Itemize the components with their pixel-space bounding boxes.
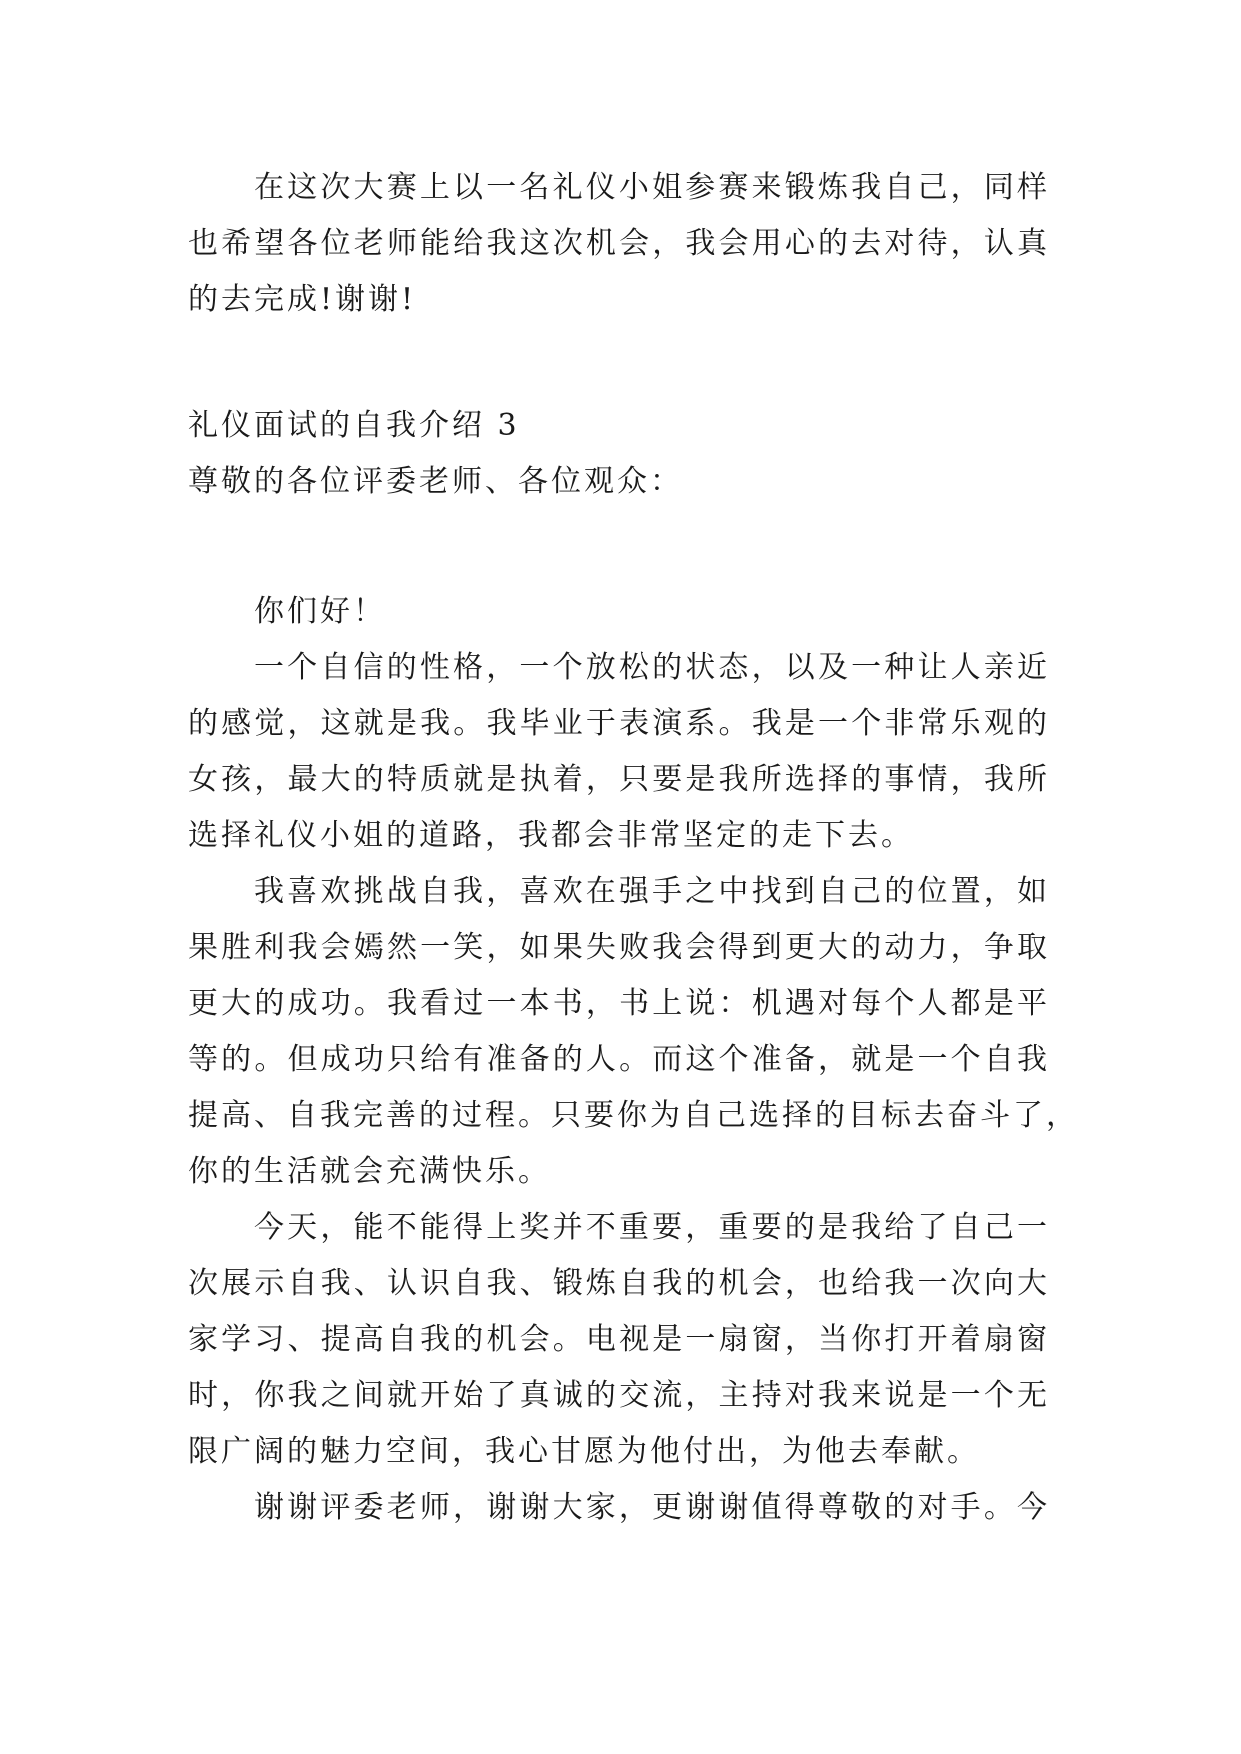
paragraph-line: 也希望各位老师能给我这次机会，我会用心的去对待，认真 [188,226,1050,261]
spacer [188,510,1050,584]
paragraph-challenge [188,864,1079,1200]
paragraph-line: 谢谢评委老师，谢谢大家，更谢谢值得尊敬的对手。今 [254,1490,1050,1525]
paragraph-line: 提高、自我完善的过程。只要你为自己选择的目标去奋斗了， [188,1098,1079,1133]
paragraph-thanks [188,1480,1050,1536]
paragraph-line: 限广阔的魅力空间，我心甘愿为他付出，为他去奉献。 [188,1434,980,1469]
paragraph-line: 更大的成功。我看过一本书，书上说：机遇对每个人都是平 [188,986,1050,1021]
paragraph-line: 今天，能不能得上奖并不重要，重要的是我给了自己一 [254,1210,1050,1245]
paragraph-line: 的感觉，这就是我。我毕业于表演系。我是一个非常乐观的 [188,706,1050,741]
section-title: 礼仪面试的自我介绍 3 [188,408,520,443]
paragraph-line: 我喜欢挑战自我，喜欢在强手之中找到自己的位置，如 [254,874,1050,909]
paragraph-line: 果胜利我会嫣然一笑，如果失败我会得到更大的动力，争取 [188,930,1050,965]
paragraph-line: 一个自信的性格，一个放松的状态，以及一种让人亲近 [254,650,1050,685]
paragraph-line: 你的生活就会充满快乐。 [188,1154,551,1189]
paragraph-line: 等的。但成功只给有准备的人。而这个准备，就是一个自我 [188,1042,1050,1077]
salutation: 尊敬的各位评委老师、各位观众： [188,464,683,499]
paragraph-self-intro [188,640,1050,864]
spacer [188,328,1050,398]
document-body [188,160,1079,1536]
paragraph-line: 女孩，最大的特质就是执着，只要是我所选择的事情，我所 [188,762,1050,797]
paragraph-closing-previous [188,160,1050,328]
paragraph-line: 次展示自我、认识自我、锻炼自我的机会，也给我一次向大 [188,1266,1050,1301]
paragraph-line: 家学习、提高自我的机会。电视是一扇窗，当你打开着扇窗 [188,1322,1050,1357]
greeting: 你们好！ [254,594,386,629]
paragraph-today [188,1200,1050,1480]
paragraph-line: 时，你我之间就开始了真诚的交流，主持对我来说是一个无 [188,1378,1050,1413]
paragraph-line: 在这次大赛上以一名礼仪小姐参赛来锻炼我自己，同样 [254,170,1050,205]
paragraph-line: 选择礼仪小姐的道路，我都会非常坚定的走下去。 [188,818,914,853]
paragraph-line: 的去完成!谢谢! [188,282,417,317]
